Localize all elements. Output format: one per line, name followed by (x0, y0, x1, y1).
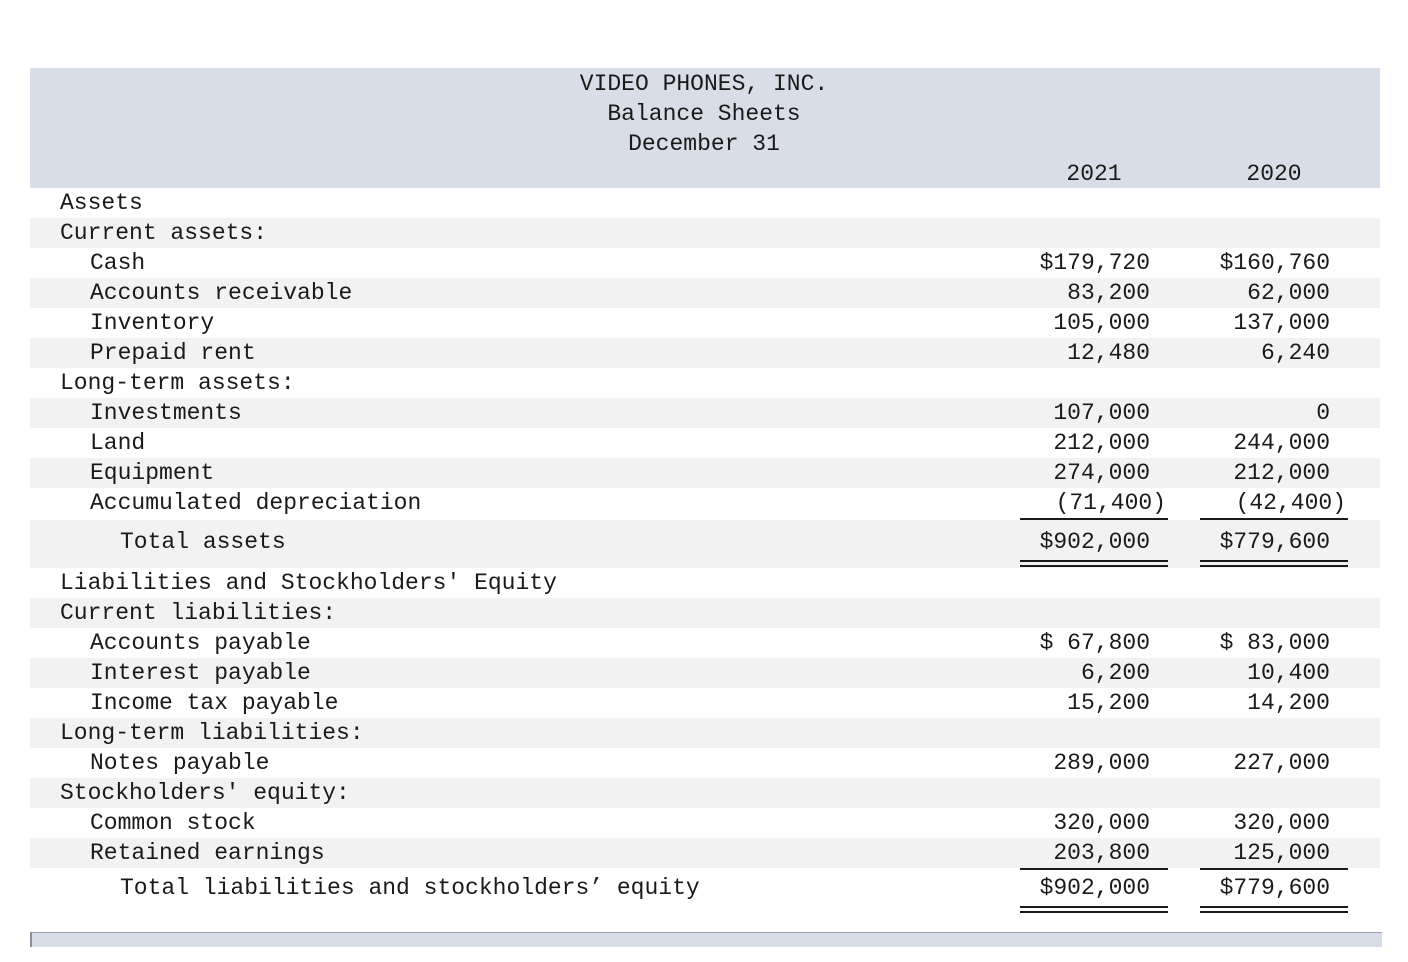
statement-body (30, 188, 1380, 916)
value-2021: $179,720 (1039, 250, 1150, 276)
value-2020: 6,240 (1260, 340, 1330, 366)
statement-header (30, 68, 1380, 188)
row-current-assets (30, 218, 1380, 248)
row-label: Equipment (90, 460, 215, 486)
row-accounts-receivable (30, 278, 1380, 308)
value-2020: $779,600 (1219, 529, 1330, 555)
row-label: Long-term liabilities: (60, 720, 364, 746)
total-double-underline (1020, 560, 1168, 567)
company-name: VIDEO PHONES, INC. (579, 71, 829, 97)
row-label: Income tax payable (90, 690, 339, 716)
statement-title: Balance Sheets (607, 101, 801, 127)
column-header-2021: 2021 (1066, 161, 1122, 187)
row-notes-payable (30, 748, 1380, 778)
value-2021: $902,000 (1039, 529, 1150, 555)
row-label: Common stock (90, 810, 256, 836)
value-2020: 244,000 (1233, 430, 1330, 456)
row-income-tax-payable (30, 688, 1380, 718)
value-2020: $ 83,000 (1219, 630, 1330, 656)
total-double-underline (1020, 906, 1168, 913)
row-equipment (30, 458, 1380, 488)
row-liabilities-equity (30, 568, 1380, 598)
value-2020: 10,400 (1247, 660, 1330, 686)
row-stockholders-equity (30, 778, 1380, 808)
balance-sheet (30, 68, 1380, 916)
value-2020: 62,000 (1247, 280, 1330, 306)
value-2021: 15,200 (1067, 690, 1150, 716)
row-label: Accumulated depreciation (90, 490, 422, 516)
row-label: Stockholders' equity: (60, 780, 350, 806)
row-label: Investments (90, 400, 242, 426)
row-label: Long-term assets: (60, 370, 295, 396)
value-2021: 289,000 (1053, 750, 1150, 776)
value-2021: 274,000 (1053, 460, 1150, 486)
row-prepaid-rent (30, 338, 1380, 368)
row-label: Total assets (120, 529, 286, 555)
column-header-2020: 2020 (1246, 161, 1302, 187)
value-2021: 83,200 (1067, 280, 1150, 306)
row-cash (30, 248, 1380, 278)
row-label: Assets (60, 190, 143, 216)
row-accounts-payable (30, 628, 1380, 658)
value-2020: (42,400) (1235, 490, 1346, 516)
row-investments (30, 398, 1380, 428)
row-label: Retained earnings (90, 840, 325, 866)
row-label: Land (90, 430, 146, 456)
row-current-liabilities (30, 598, 1380, 628)
row-long-term-assets (30, 368, 1380, 398)
row-label: Cash (90, 250, 146, 276)
value-2021: 12,480 (1067, 340, 1150, 366)
value-2021: 320,000 (1053, 810, 1150, 836)
row-label: Accounts payable (90, 630, 311, 656)
value-2020: $160,760 (1219, 250, 1330, 276)
row-total-liabilities-equity (30, 868, 1380, 916)
row-label: Interest payable (90, 660, 311, 686)
row-label: Accounts receivable (90, 280, 353, 306)
total-double-underline (1200, 560, 1348, 567)
row-label: Current liabilities: (60, 600, 337, 626)
value-2020: 137,000 (1233, 310, 1330, 336)
value-2021: (71,400) (1055, 490, 1166, 516)
row-label: Liabilities and Stockholders' Equity (60, 570, 557, 596)
row-label: Current assets: (60, 220, 268, 246)
row-long-term-liabilities (30, 718, 1380, 748)
row-accumulated-depreciation (30, 488, 1380, 520)
value-2020: 14,200 (1247, 690, 1330, 716)
row-label: Total liabilities and stockholders’ equity (120, 875, 700, 901)
value-2021: $902,000 (1039, 875, 1150, 901)
value-2021: 105,000 (1053, 310, 1150, 336)
value-2021: 203,800 (1053, 840, 1150, 866)
value-2021: 6,200 (1080, 660, 1150, 686)
value-2020: 227,000 (1233, 750, 1330, 776)
row-land (30, 428, 1380, 458)
value-2021: 107,000 (1053, 400, 1150, 426)
row-label: Notes payable (90, 750, 270, 776)
statement-date: December 31 (628, 131, 780, 157)
value-2020: $779,600 (1219, 875, 1330, 901)
footer-bar (30, 932, 1382, 947)
row-retained-earnings (30, 838, 1380, 868)
row-label: Inventory (90, 310, 215, 336)
value-2021: 212,000 (1053, 430, 1150, 456)
row-inventory (30, 308, 1380, 338)
value-2020: 125,000 (1233, 840, 1330, 866)
total-double-underline (1200, 906, 1348, 913)
value-2020: 0 (1316, 400, 1330, 426)
row-label: Prepaid rent (90, 340, 256, 366)
row-interest-payable (30, 658, 1380, 688)
value-2020: 320,000 (1233, 810, 1330, 836)
row-common-stock (30, 808, 1380, 838)
value-2021: $ 67,800 (1039, 630, 1150, 656)
row-total-assets (30, 520, 1380, 568)
row-assets (30, 188, 1380, 218)
value-2020: 212,000 (1233, 460, 1330, 486)
